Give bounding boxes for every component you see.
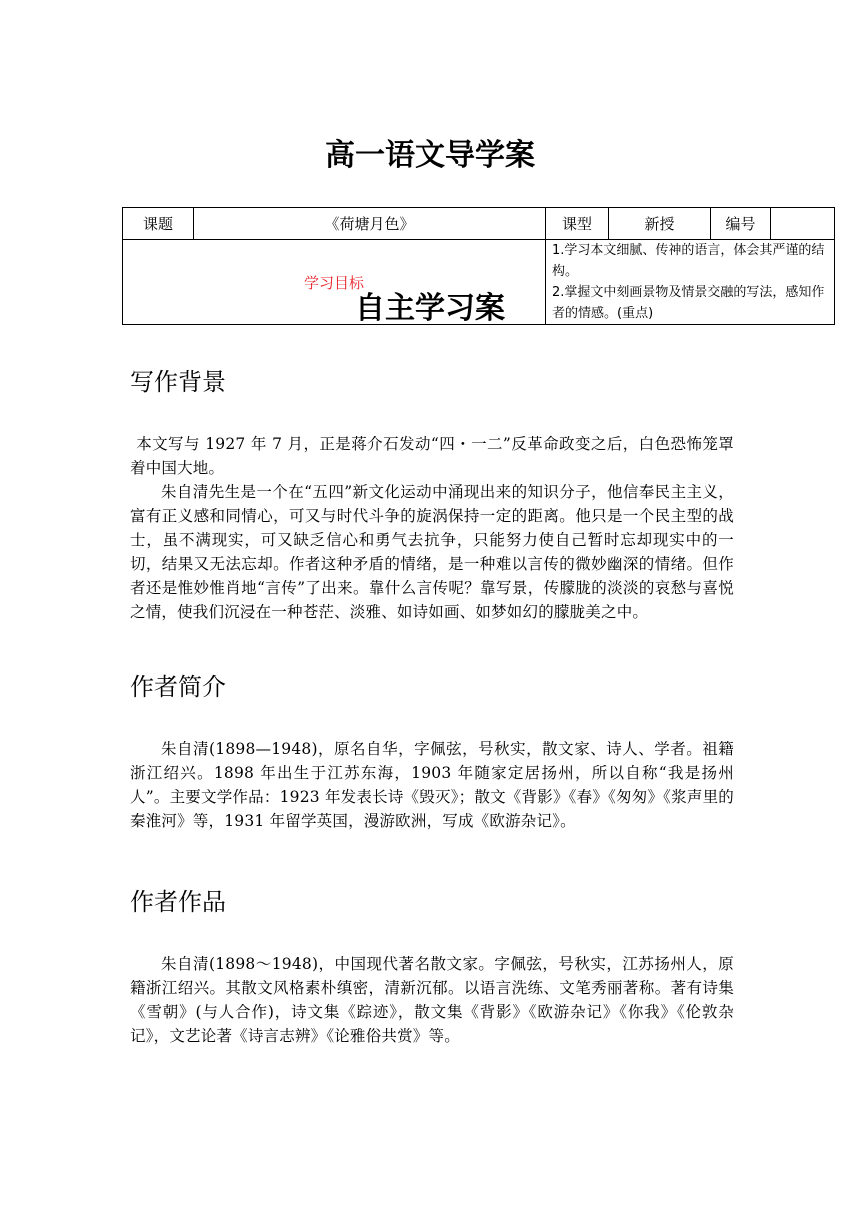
goal-item: 2.掌握文中刻画景物及情景交融的写法，感知作者的情感。(重点) <box>552 285 825 321</box>
info-row-topic <box>123 208 835 240</box>
section-title: 自主学习案 <box>355 291 505 326</box>
page-title: 高一语文导学案 <box>325 138 535 173</box>
paragraph: 朱自清(1898～1948)，中国现代著名散文家。字佩弦，号秋实，江苏扬州人，原籍浙江绍兴。其散文风格素朴缜密，清新沉郁。以语言洗练、文笔秀丽著称。著有诗集《雪朝》(与人合作)，诗文集《踪迹》，散文集《背影》《欧游杂记》《你我》《伦敦杂记》，文艺论著《诗言志辨》《论雅俗共赏》等。 <box>130 955 734 1045</box>
goal-item: 1.学习本文细腻、传神的语言，体会其严谨的结构。 <box>552 243 825 279</box>
topic-label: 课题 <box>123 208 194 240</box>
heading-author-works: 作者作品 <box>130 888 226 916</box>
number-label: 编号 <box>711 208 771 240</box>
heading-writing-background: 写作背景 <box>130 368 226 396</box>
heading-author-intro: 作者简介 <box>130 673 226 701</box>
topic-value: 《荷塘月色》 <box>194 208 546 240</box>
paragraph: 本文写与 1927 年 7 月，正是蒋介石发动“四・一二”反革命政变之后，白色恐怖笼罩着中国大地。 <box>130 435 734 477</box>
type-label: 课型 <box>546 208 609 240</box>
type-value: 新授 <box>609 208 711 240</box>
number-value <box>771 208 835 240</box>
goal-label: 学习目标 <box>123 240 546 325</box>
paragraph: 朱自清(1898—1948)，原名自华，字佩弦，号秋实，散文家、诗人、学者。祖籍浙江绍兴。1898 年出生于江苏东海，1903 年随家定居扬州，所以自称“我是扬州人”。主要文学作品：1923 年发表长诗《毁灭》；散文《背影》《春》《匆匆》《浆声里的秦淮河》等，1931 年留学英国，漫游欧洲，写成《欧游杂记》。 <box>130 740 734 830</box>
paragraph: 朱自清先生是一个在“五四”新文化运动中涌现出来的知识分子，他信奉民主主义，富有正义感和同情心，可又与时代斗争的旋涡保持一定的距离。他只是一个民主型的战士，虽不满现实，可又缺乏信心和勇气去抗争，只能努力使自己暂时忘却现实中的一切，结果又无法忘却。作者这种矛盾的情绪，是一种难以言传的微妙幽深的情绪。但作者还是惟妙惟肖地“言传”了出来。靠什么言传呢？靠写景，传朦胧的淡淡的哀愁与喜悦之情，使我们沉浸在一种苍茫、淡雅、如诗如画、如梦如幻的朦胧美之中。 <box>130 483 734 621</box>
